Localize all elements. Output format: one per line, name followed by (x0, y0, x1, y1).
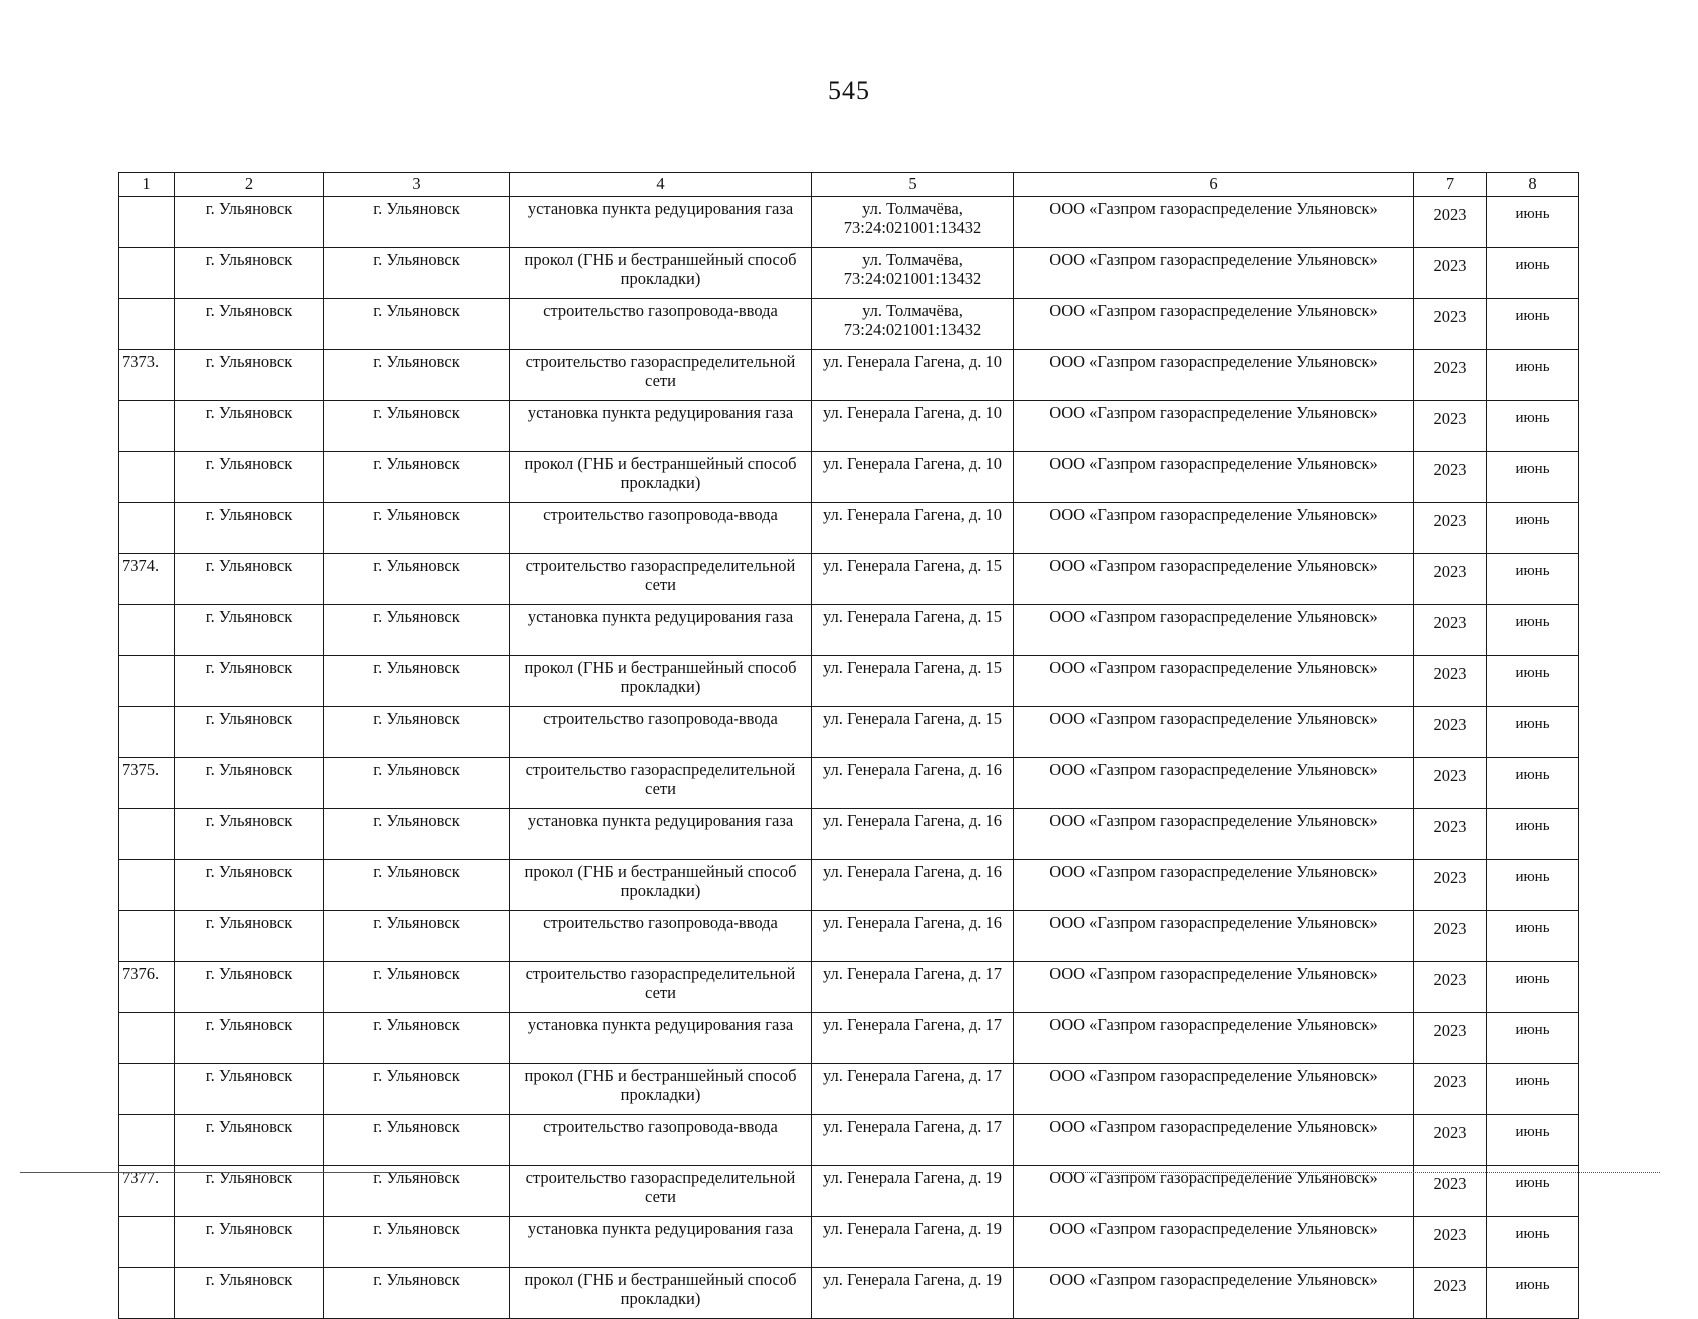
work-type-cell: прокол (ГНБ и бестраншейный способ прокладки) (510, 1268, 812, 1319)
settlement-cell: г. Ульяновск (324, 1217, 510, 1268)
district-cell: г. Ульяновск (175, 656, 324, 707)
district-cell: г. Ульяновск (175, 809, 324, 860)
district-cell: г. Ульяновск (175, 401, 324, 452)
district-cell: г. Ульяновск (175, 350, 324, 401)
table-body (119, 197, 1579, 1319)
year-cell: 2023 (1414, 1166, 1487, 1217)
district-cell: г. Ульяновск (175, 197, 324, 248)
row-number-cell (119, 197, 175, 248)
month-cell: июнь (1487, 758, 1579, 809)
table-row (119, 197, 1579, 248)
work-schedule-table (118, 172, 1579, 1319)
organization-cell: ООО «Газпром газораспределение Ульяновск» (1014, 1115, 1414, 1166)
address-cell: ул. Генерала Гагена, д. 17 (812, 1115, 1014, 1166)
address-cell: ул. Толмачёва, 73:24:021001:13432 (812, 299, 1014, 350)
header-row (119, 173, 1579, 197)
month-cell: июнь (1487, 809, 1579, 860)
settlement-cell: г. Ульяновск (324, 860, 510, 911)
district-cell: г. Ульяновск (175, 1166, 324, 1217)
month-cell: июнь (1487, 350, 1579, 401)
organization-cell: ООО «Газпром газораспределение Ульяновск» (1014, 248, 1414, 299)
table-row (119, 350, 1579, 401)
month-cell: июнь (1487, 452, 1579, 503)
settlement-cell: г. Ульяновск (324, 401, 510, 452)
settlement-cell: г. Ульяновск (324, 962, 510, 1013)
year-cell: 2023 (1414, 656, 1487, 707)
year-cell: 2023 (1414, 758, 1487, 809)
year-cell: 2023 (1414, 962, 1487, 1013)
organization-cell: ООО «Газпром газораспределение Ульяновск» (1014, 401, 1414, 452)
address-cell: ул. Генерала Гагена, д. 16 (812, 911, 1014, 962)
month-cell: июнь (1487, 1166, 1579, 1217)
month-cell: июнь (1487, 554, 1579, 605)
month-cell: июнь (1487, 605, 1579, 656)
address-cell: ул. Генерала Гагена, д. 19 (812, 1268, 1014, 1319)
settlement-cell: г. Ульяновск (324, 554, 510, 605)
district-cell: г. Ульяновск (175, 1013, 324, 1064)
district-cell: г. Ульяновск (175, 452, 324, 503)
address-cell: ул. Генерала Гагена, д. 15 (812, 554, 1014, 605)
row-number-cell (119, 605, 175, 656)
table-row (119, 758, 1579, 809)
district-cell: г. Ульяновск (175, 299, 324, 350)
year-cell: 2023 (1414, 911, 1487, 962)
row-number-cell (119, 656, 175, 707)
settlement-cell: г. Ульяновск (324, 707, 510, 758)
settlement-cell: г. Ульяновск (324, 809, 510, 860)
settlement-cell: г. Ульяновск (324, 1064, 510, 1115)
work-type-cell: прокол (ГНБ и бестраншейный способ прокладки) (510, 452, 812, 503)
row-number-cell: 7376. (119, 962, 175, 1013)
work-type-cell: строительство газораспределительной сети (510, 1166, 812, 1217)
settlement-cell: г. Ульяновск (324, 758, 510, 809)
header-cell-8: 8 (1487, 173, 1579, 197)
organization-cell: ООО «Газпром газораспределение Ульяновск» (1014, 1268, 1414, 1319)
year-cell: 2023 (1414, 350, 1487, 401)
work-type-cell: строительство газопровода-ввода (510, 299, 812, 350)
work-type-cell: прокол (ГНБ и бестраншейный способ прокладки) (510, 248, 812, 299)
row-number-cell (119, 1013, 175, 1064)
year-cell: 2023 (1414, 197, 1487, 248)
year-cell: 2023 (1414, 401, 1487, 452)
settlement-cell: г. Ульяновск (324, 605, 510, 656)
settlement-cell: г. Ульяновск (324, 1268, 510, 1319)
header-cell-1: 1 (119, 173, 175, 197)
organization-cell: ООО «Газпром газораспределение Ульяновск» (1014, 911, 1414, 962)
row-number-cell (119, 452, 175, 503)
year-cell: 2023 (1414, 605, 1487, 656)
address-cell: ул. Толмачёва, 73:24:021001:13432 (812, 248, 1014, 299)
header-cell-3: 3 (324, 173, 510, 197)
organization-cell: ООО «Газпром газораспределение Ульяновск» (1014, 656, 1414, 707)
bottom-rule-right (1060, 1172, 1660, 1173)
table-row (119, 554, 1579, 605)
year-cell: 2023 (1414, 299, 1487, 350)
row-number-cell: 7377. (119, 1166, 175, 1217)
work-type-cell: строительство газораспределительной сети (510, 758, 812, 809)
district-cell: г. Ульяновск (175, 707, 324, 758)
month-cell: июнь (1487, 911, 1579, 962)
address-cell: ул. Генерала Гагена, д. 16 (812, 809, 1014, 860)
address-cell: ул. Генерала Гагена, д. 16 (812, 860, 1014, 911)
header-cell-7: 7 (1414, 173, 1487, 197)
organization-cell: ООО «Газпром газораспределение Ульяновск» (1014, 758, 1414, 809)
organization-cell: ООО «Газпром газораспределение Ульяновск» (1014, 809, 1414, 860)
address-cell: ул. Генерала Гагена, д. 16 (812, 758, 1014, 809)
table-row (119, 860, 1579, 911)
settlement-cell: г. Ульяновск (324, 1013, 510, 1064)
row-number-cell (119, 809, 175, 860)
table-row (119, 707, 1579, 758)
month-cell: июнь (1487, 197, 1579, 248)
year-cell: 2023 (1414, 503, 1487, 554)
table-row (119, 401, 1579, 452)
organization-cell: ООО «Газпром газораспределение Ульяновск» (1014, 452, 1414, 503)
year-cell: 2023 (1414, 452, 1487, 503)
work-type-cell: установка пункта редуцирования газа (510, 1013, 812, 1064)
year-cell: 2023 (1414, 1268, 1487, 1319)
row-number-cell (119, 248, 175, 299)
table-row (119, 1013, 1579, 1064)
organization-cell: ООО «Газпром газораспределение Ульяновск» (1014, 350, 1414, 401)
work-type-cell: прокол (ГНБ и бестраншейный способ прокладки) (510, 656, 812, 707)
address-cell: ул. Генерала Гагена, д. 19 (812, 1217, 1014, 1268)
organization-cell: ООО «Газпром газораспределение Ульяновск» (1014, 860, 1414, 911)
address-cell: ул. Генерала Гагена, д. 10 (812, 452, 1014, 503)
table-row (119, 503, 1579, 554)
work-type-cell: строительство газопровода-ввода (510, 911, 812, 962)
organization-cell: ООО «Газпром газораспределение Ульяновск» (1014, 707, 1414, 758)
row-number-cell (119, 1217, 175, 1268)
work-type-cell: установка пункта редуцирования газа (510, 401, 812, 452)
district-cell: г. Ульяновск (175, 758, 324, 809)
bottom-rule-left (20, 1172, 440, 1173)
work-type-cell: строительство газопровода-ввода (510, 503, 812, 554)
settlement-cell: г. Ульяновск (324, 197, 510, 248)
header-cell-2: 2 (175, 173, 324, 197)
table-row (119, 809, 1579, 860)
organization-cell: ООО «Газпром газораспределение Ульяновск» (1014, 554, 1414, 605)
work-type-cell: прокол (ГНБ и бестраншейный способ прокладки) (510, 860, 812, 911)
district-cell: г. Ульяновск (175, 1268, 324, 1319)
district-cell: г. Ульяновск (175, 554, 324, 605)
page-number: 545 (828, 76, 870, 105)
year-cell: 2023 (1414, 1217, 1487, 1268)
address-cell: ул. Генерала Гагена, д. 10 (812, 350, 1014, 401)
address-cell: ул. Генерала Гагена, д. 15 (812, 707, 1014, 758)
header-cell-4: 4 (510, 173, 812, 197)
month-cell: июнь (1487, 401, 1579, 452)
table-row (119, 1166, 1579, 1217)
work-type-cell: строительство газопровода-ввода (510, 707, 812, 758)
month-cell: июнь (1487, 707, 1579, 758)
work-type-cell: строительство газораспределительной сети (510, 554, 812, 605)
address-cell: ул. Генерала Гагена, д. 17 (812, 1064, 1014, 1115)
settlement-cell: г. Ульяновск (324, 1166, 510, 1217)
row-number-cell: 7373. (119, 350, 175, 401)
district-cell: г. Ульяновск (175, 503, 324, 554)
row-number-cell (119, 401, 175, 452)
settlement-cell: г. Ульяновск (324, 452, 510, 503)
address-cell: ул. Толмачёва, 73:24:021001:13432 (812, 197, 1014, 248)
header-cell-5: 5 (812, 173, 1014, 197)
table-row (119, 1115, 1579, 1166)
row-number-cell (119, 1064, 175, 1115)
district-cell: г. Ульяновск (175, 248, 324, 299)
month-cell: июнь (1487, 860, 1579, 911)
address-cell: ул. Генерала Гагена, д. 15 (812, 605, 1014, 656)
month-cell: июнь (1487, 248, 1579, 299)
district-cell: г. Ульяновск (175, 1217, 324, 1268)
year-cell: 2023 (1414, 860, 1487, 911)
settlement-cell: г. Ульяновск (324, 503, 510, 554)
work-type-cell: строительство газораспределительной сети (510, 350, 812, 401)
month-cell: июнь (1487, 656, 1579, 707)
month-cell: июнь (1487, 1217, 1579, 1268)
month-cell: июнь (1487, 299, 1579, 350)
month-cell: июнь (1487, 503, 1579, 554)
settlement-cell: г. Ульяновск (324, 350, 510, 401)
table-row (119, 248, 1579, 299)
organization-cell: ООО «Газпром газораспределение Ульяновск» (1014, 503, 1414, 554)
work-type-cell: установка пункта редуцирования газа (510, 809, 812, 860)
organization-cell: ООО «Газпром газораспределение Ульяновск» (1014, 605, 1414, 656)
row-number-cell (119, 299, 175, 350)
row-number-cell: 7374. (119, 554, 175, 605)
month-cell: июнь (1487, 1064, 1579, 1115)
year-cell: 2023 (1414, 554, 1487, 605)
year-cell: 2023 (1414, 707, 1487, 758)
month-cell: июнь (1487, 1013, 1579, 1064)
organization-cell: ООО «Газпром газораспределение Ульяновск» (1014, 1166, 1414, 1217)
month-cell: июнь (1487, 962, 1579, 1013)
organization-cell: ООО «Газпром газораспределение Ульяновск» (1014, 962, 1414, 1013)
table-row (119, 1064, 1579, 1115)
address-cell: ул. Генерала Гагена, д. 10 (812, 401, 1014, 452)
row-number-cell (119, 1268, 175, 1319)
year-cell: 2023 (1414, 1064, 1487, 1115)
work-type-cell: прокол (ГНБ и бестраншейный способ прокладки) (510, 1064, 812, 1115)
table-row (119, 605, 1579, 656)
table-row (119, 452, 1579, 503)
work-type-cell: строительство газораспределительной сети (510, 962, 812, 1013)
district-cell: г. Ульяновск (175, 1115, 324, 1166)
settlement-cell: г. Ульяновск (324, 248, 510, 299)
year-cell: 2023 (1414, 1013, 1487, 1064)
address-cell: ул. Генерала Гагена, д. 10 (812, 503, 1014, 554)
settlement-cell: г. Ульяновск (324, 656, 510, 707)
district-cell: г. Ульяновск (175, 605, 324, 656)
settlement-cell: г. Ульяновск (324, 1115, 510, 1166)
work-type-cell: установка пункта редуцирования газа (510, 605, 812, 656)
table-row (119, 656, 1579, 707)
settlement-cell: г. Ульяновск (324, 911, 510, 962)
organization-cell: ООО «Газпром газораспределение Ульяновск» (1014, 1217, 1414, 1268)
row-number-cell (119, 1115, 175, 1166)
year-cell: 2023 (1414, 1115, 1487, 1166)
organization-cell: ООО «Газпром газораспределение Ульяновск» (1014, 1064, 1414, 1115)
table-row (119, 911, 1579, 962)
organization-cell: ООО «Газпром газораспределение Ульяновск» (1014, 1013, 1414, 1064)
district-cell: г. Ульяновск (175, 860, 324, 911)
year-cell: 2023 (1414, 248, 1487, 299)
month-cell: июнь (1487, 1268, 1579, 1319)
address-cell: ул. Генерала Гагена, д. 17 (812, 1013, 1014, 1064)
row-number-cell (119, 503, 175, 554)
row-number-cell (119, 707, 175, 758)
header-cell-6: 6 (1014, 173, 1414, 197)
table-row (119, 299, 1579, 350)
work-type-cell: установка пункта редуцирования газа (510, 1217, 812, 1268)
table-header (119, 173, 1579, 197)
address-cell: ул. Генерала Гагена, д. 17 (812, 962, 1014, 1013)
district-cell: г. Ульяновск (175, 1064, 324, 1115)
district-cell: г. Ульяновск (175, 911, 324, 962)
address-cell: ул. Генерала Гагена, д. 15 (812, 656, 1014, 707)
table-row (119, 962, 1579, 1013)
organization-cell: ООО «Газпром газораспределение Ульяновск» (1014, 197, 1414, 248)
work-type-cell: установка пункта редуцирования газа (510, 197, 812, 248)
row-number-cell (119, 911, 175, 962)
settlement-cell: г. Ульяновск (324, 299, 510, 350)
table-row (119, 1217, 1579, 1268)
row-number-cell (119, 860, 175, 911)
work-type-cell: строительство газопровода-ввода (510, 1115, 812, 1166)
organization-cell: ООО «Газпром газораспределение Ульяновск» (1014, 299, 1414, 350)
table-row (119, 1268, 1579, 1319)
district-cell: г. Ульяновск (175, 962, 324, 1013)
address-cell: ул. Генерала Гагена, д. 19 (812, 1166, 1014, 1217)
month-cell: июнь (1487, 1115, 1579, 1166)
row-number-cell: 7375. (119, 758, 175, 809)
year-cell: 2023 (1414, 809, 1487, 860)
